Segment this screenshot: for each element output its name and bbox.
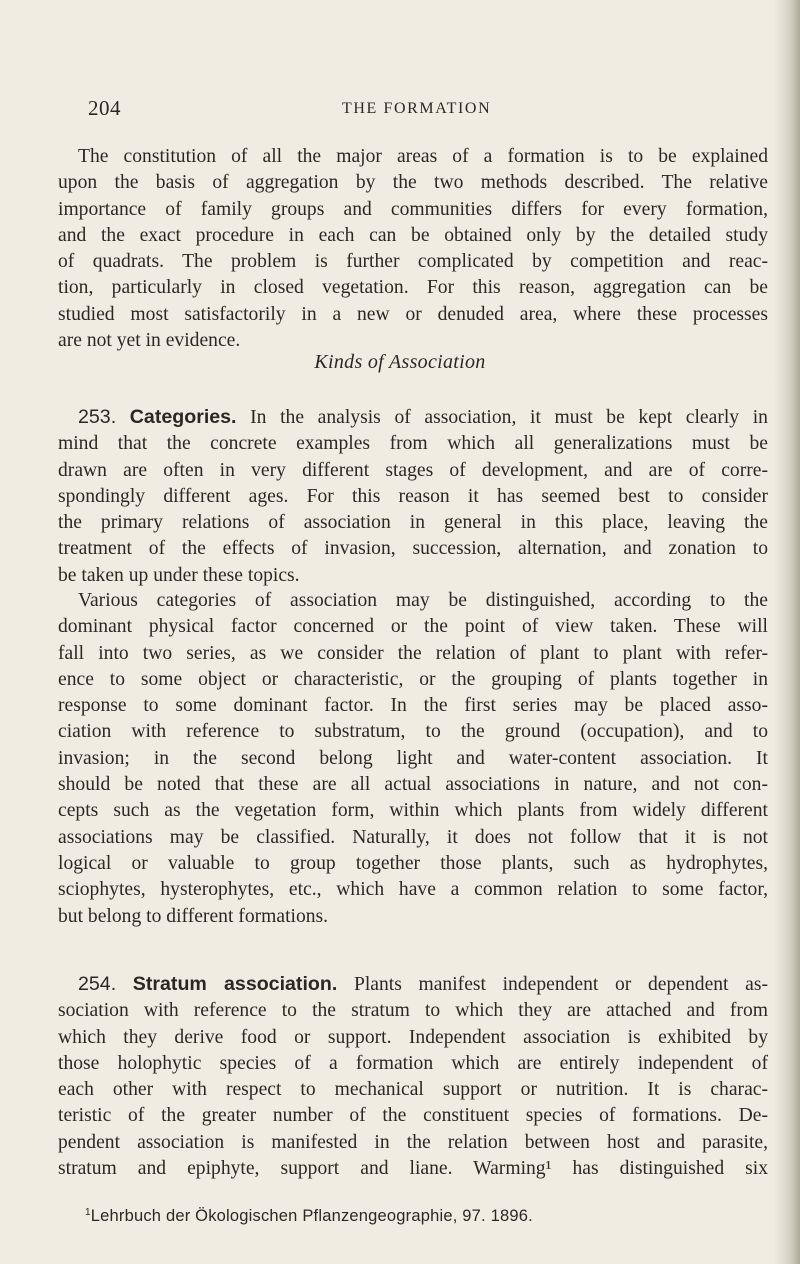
paragraph-lead-line <box>58 404 768 431</box>
running-title: THE FORMATION <box>342 100 492 117</box>
text-line: but belong to different formations. <box>58 905 329 927</box>
text-line: should be noted that these are all actual associations in nature, and not con- <box>58 774 768 796</box>
text-line: and the exact procedure in each can be obtained only by the detailed study <box>58 224 768 246</box>
text-line: upon the basis of aggregation by the two methods described. The relative <box>58 172 768 194</box>
text-line: cepts such as the vegetation form, within which plants from widely different <box>58 800 768 822</box>
page-header <box>88 96 768 126</box>
text-line: logical or valuable to group together those plants, such as hydrophytes, <box>58 852 768 874</box>
text-line: sociation with reference to the stratum to which they are attached and from <box>58 1000 768 1022</box>
text-line: sciophytes, hysterophytes, etc., which have a common relation to some factor, <box>58 879 768 901</box>
text-line: which they derive food or support. Independent association is exhibited by <box>58 1026 768 1048</box>
text-line: mind that the concrete examples from which all generalizations must be <box>58 433 768 455</box>
text-fragment: In the analysis of association, it must be kept clearly in <box>250 407 768 428</box>
text-line: dominant physical factor concerned or the point of view taken. These will <box>58 616 768 638</box>
text-line: response to some dominant factor. In the first series may be placed asso- <box>58 695 768 717</box>
text-fragment: Plants manifest independent or dependent as- <box>353 974 768 995</box>
paragraph-lead-line <box>58 971 768 998</box>
text-line: invasion; in the second belong light and water-content association. It <box>58 747 768 769</box>
text-line: those holophytic species of a formation which are entirely independent of <box>58 1052 768 1074</box>
paragraph-253 <box>58 404 768 589</box>
section-heading: Kinds of Association <box>314 351 486 373</box>
paragraph-number: 254. <box>78 973 117 995</box>
text-line: be taken up under these topics. <box>58 564 300 586</box>
text-line: associations may be classified. Naturally, it does not follow that it is not <box>58 826 768 848</box>
text-line: each other with respect to mechanical support or nutrition. It is charac- <box>58 1079 768 1101</box>
text-line: ciation with reference to substratum, to the ground (occupation), and to <box>58 721 768 743</box>
text-line: treatment of the effects of invasion, succession, alternation, and zonation to <box>58 538 768 560</box>
text-line: are not yet in evidence. <box>58 330 241 352</box>
intro-paragraph <box>58 144 768 354</box>
text-line: pendent association is manifested in the relation between host and parasite, <box>58 1131 768 1153</box>
footnote <box>85 1207 533 1226</box>
page-edge-shadow <box>774 0 800 1264</box>
text-line: fall into two series, as we consider the relation of plant to plant with refer- <box>58 642 768 664</box>
text-line: the primary relations of association in general in this place, leaving the <box>58 512 768 534</box>
text-line: importance of family groups and communities differs for every formation, <box>58 198 768 220</box>
footnote-text: Lehrbuch der Ökologischen Pflanzengeographie, 97. 1896. <box>90 1207 533 1225</box>
footnote-marker: 1 <box>85 1207 91 1218</box>
paragraph-254 <box>58 971 768 1182</box>
paragraph-number: 253. <box>78 406 117 428</box>
text-line: stratum and epiphyte, support and liane. Warming¹ has distinguished six <box>58 1158 768 1180</box>
text-line: Various categories of association may be distinguished, according to the <box>78 590 768 611</box>
text-line: The constitution of all the major areas of a formation is to be explained <box>78 146 768 167</box>
text-line: teristic of the greater number of the constituent species of formations. De- <box>58 1105 768 1127</box>
text-line: spondingly different ages. For this reason it has seemed best to consider <box>58 485 768 507</box>
text-line: drawn are often in very different stages of development, and are of corre- <box>58 459 768 481</box>
text-line: of quadrats. The problem is further complicated by competition and reac- <box>58 251 768 273</box>
paragraph-title: Categories. <box>129 406 237 428</box>
text-line: ence to some object or characteristic, or the grouping of plants together in <box>58 668 768 690</box>
text-line: tion, particularly in closed vegetation. For this reason, aggregation can be <box>58 277 768 299</box>
text-line: studied most satisfactorily in a new or denuded area, where these processes <box>58 303 768 325</box>
page-number: 204 <box>88 96 121 120</box>
paragraph-title: Stratum association. <box>132 973 338 995</box>
paragraph-253-continued <box>58 588 768 930</box>
